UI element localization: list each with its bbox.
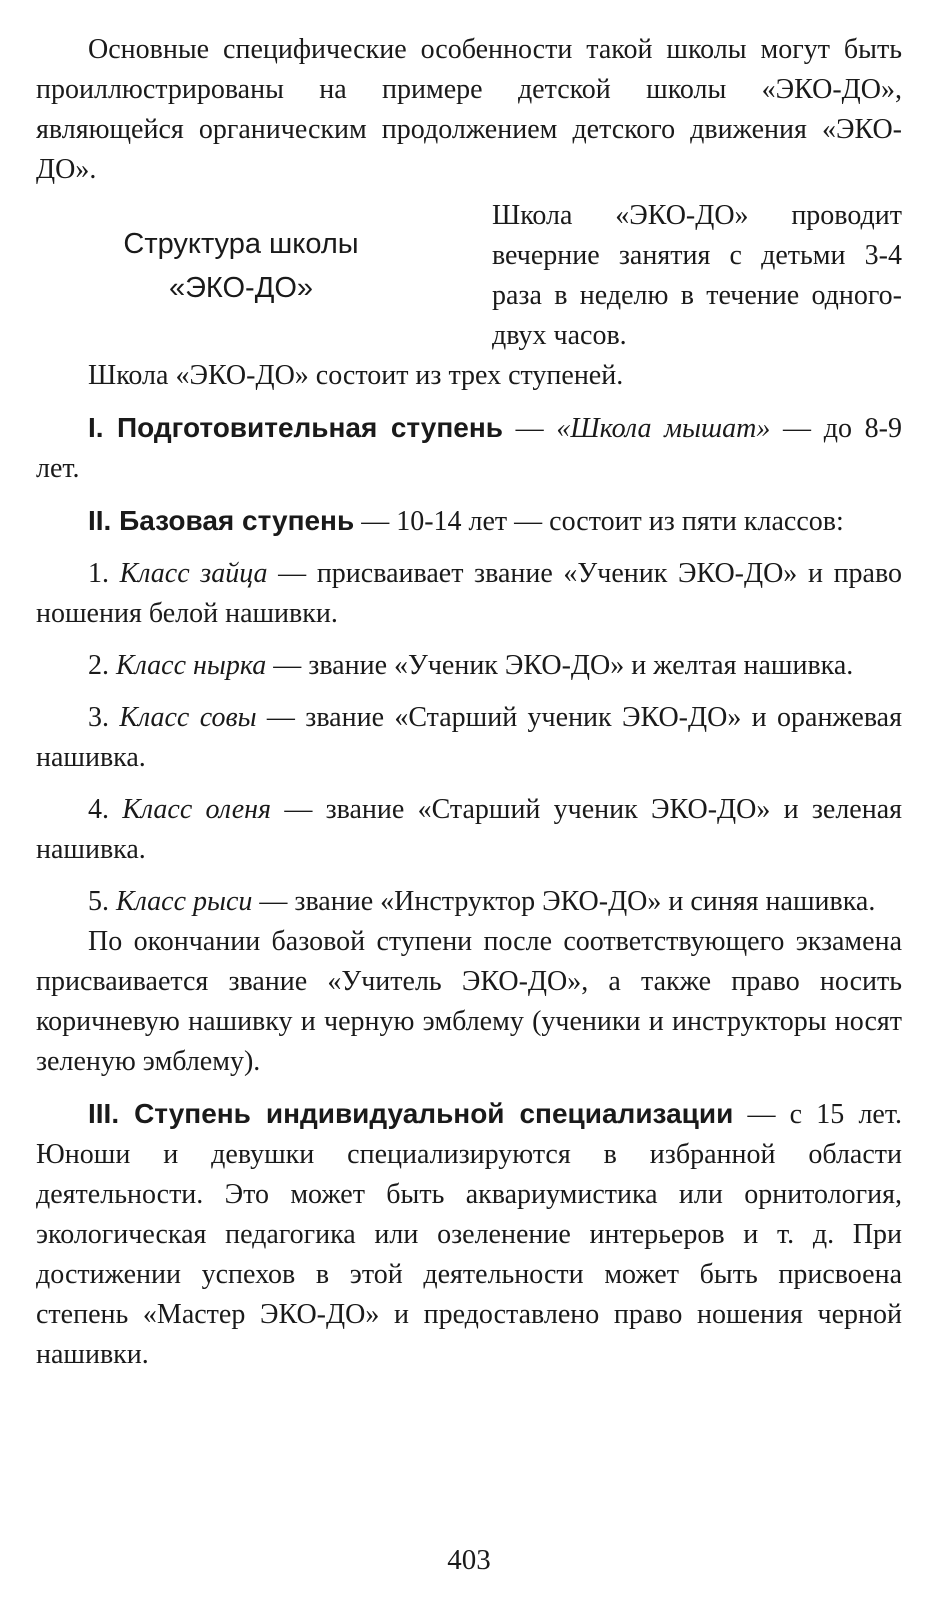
class-name: Класс нырка <box>116 650 267 681</box>
after-base-paragraph: По окончании базовой ступени после соответствующего экзамена присваивается звание «Учитель ЭКО-ДО», а также право носить коричневую нашивку и черную эмблему (ученики и инструкторы носят зеленую эмблему). <box>36 926 902 1077</box>
stage-3-paragraph <box>36 1094 902 1375</box>
class-number: 1. <box>88 558 120 589</box>
class-item <box>36 882 902 922</box>
page-number: 403 <box>447 1544 491 1576</box>
class-description: — звание «Старший ученик ЭКО-ДО» и зеленая нашивка. <box>36 794 903 865</box>
stage-2-title: II. Базовая ступень <box>88 505 355 536</box>
stage-1-separator: — <box>502 413 557 444</box>
class-item <box>36 646 902 686</box>
class-description: — звание «Инструктор ЭКО-ДО» и синяя нашивка. <box>252 886 876 917</box>
stage-2-rest: — 10-14 лет — состоит из пяти классов: <box>354 506 844 537</box>
class-name: Класс оленя <box>122 794 272 825</box>
class-item <box>36 554 902 634</box>
stage-3-title: III. Ступень индивидуальной специализации <box>88 1098 734 1129</box>
stage-1-title: I. Подготовительная ступень <box>88 412 503 443</box>
class-name: Класс рыси <box>116 886 253 917</box>
stages-intro: Школа «ЭКО-ДО» состоит из трех ступеней. <box>88 360 624 391</box>
class-number: 3. <box>88 702 120 733</box>
class-name: Класс совы <box>119 702 257 733</box>
class-description: — присваивает звание «Ученик ЭКО-ДО» и право ношения белой нашивки. <box>36 558 903 629</box>
intro-paragraph: Основные специфические особенности такой школы могут быть проиллюстрированы на примере детской школы «ЭКО-ДО», являющейся органическим продолжением детского движения «ЭКО-ДО». <box>36 34 902 185</box>
stage-2-paragraph <box>36 501 902 542</box>
schedule-paragraph: Школа «ЭКО-ДО» проводит вечерние занятия с детьми 3-4 раза в неделю в течение одного-двух часов. <box>492 200 902 351</box>
class-description: — звание «Ученик ЭКО-ДО» и желтая нашивка. <box>266 650 854 681</box>
class-description: — звание «Старший ученик ЭКО-ДО» и оранжевая нашивка. <box>36 702 902 773</box>
structure-heading-line2: «ЭКО-ДО» <box>168 272 314 304</box>
stage-1-name: «Школа мышат» <box>556 413 771 444</box>
class-item <box>36 790 902 870</box>
structure-block <box>36 196 902 356</box>
stage-1-rest: — до 8-9 лет. <box>36 413 903 484</box>
structure-heading <box>36 222 446 310</box>
stage-3-rest: — с 15 лет. Юноши и девушки специализируются в избранной области деятельности. Это может быть аквариумистика или орнитология, экологическая педагогика или озеленение интерьеров и т. д. При достижении успехов в этой деятельности может быть присвоена степень «Мастер ЭКО-ДО» и предоставлено право ношения черной нашивки. <box>36 1099 902 1370</box>
class-name: Класс зайца <box>119 558 268 589</box>
structure-heading-line1: Структура школы <box>123 228 359 260</box>
class-item <box>36 698 902 778</box>
page-body <box>36 30 902 1375</box>
class-number: 2. <box>88 650 116 681</box>
stage-1-paragraph <box>36 408 902 489</box>
class-number: 4. <box>88 794 123 825</box>
class-number: 5. <box>88 886 116 917</box>
